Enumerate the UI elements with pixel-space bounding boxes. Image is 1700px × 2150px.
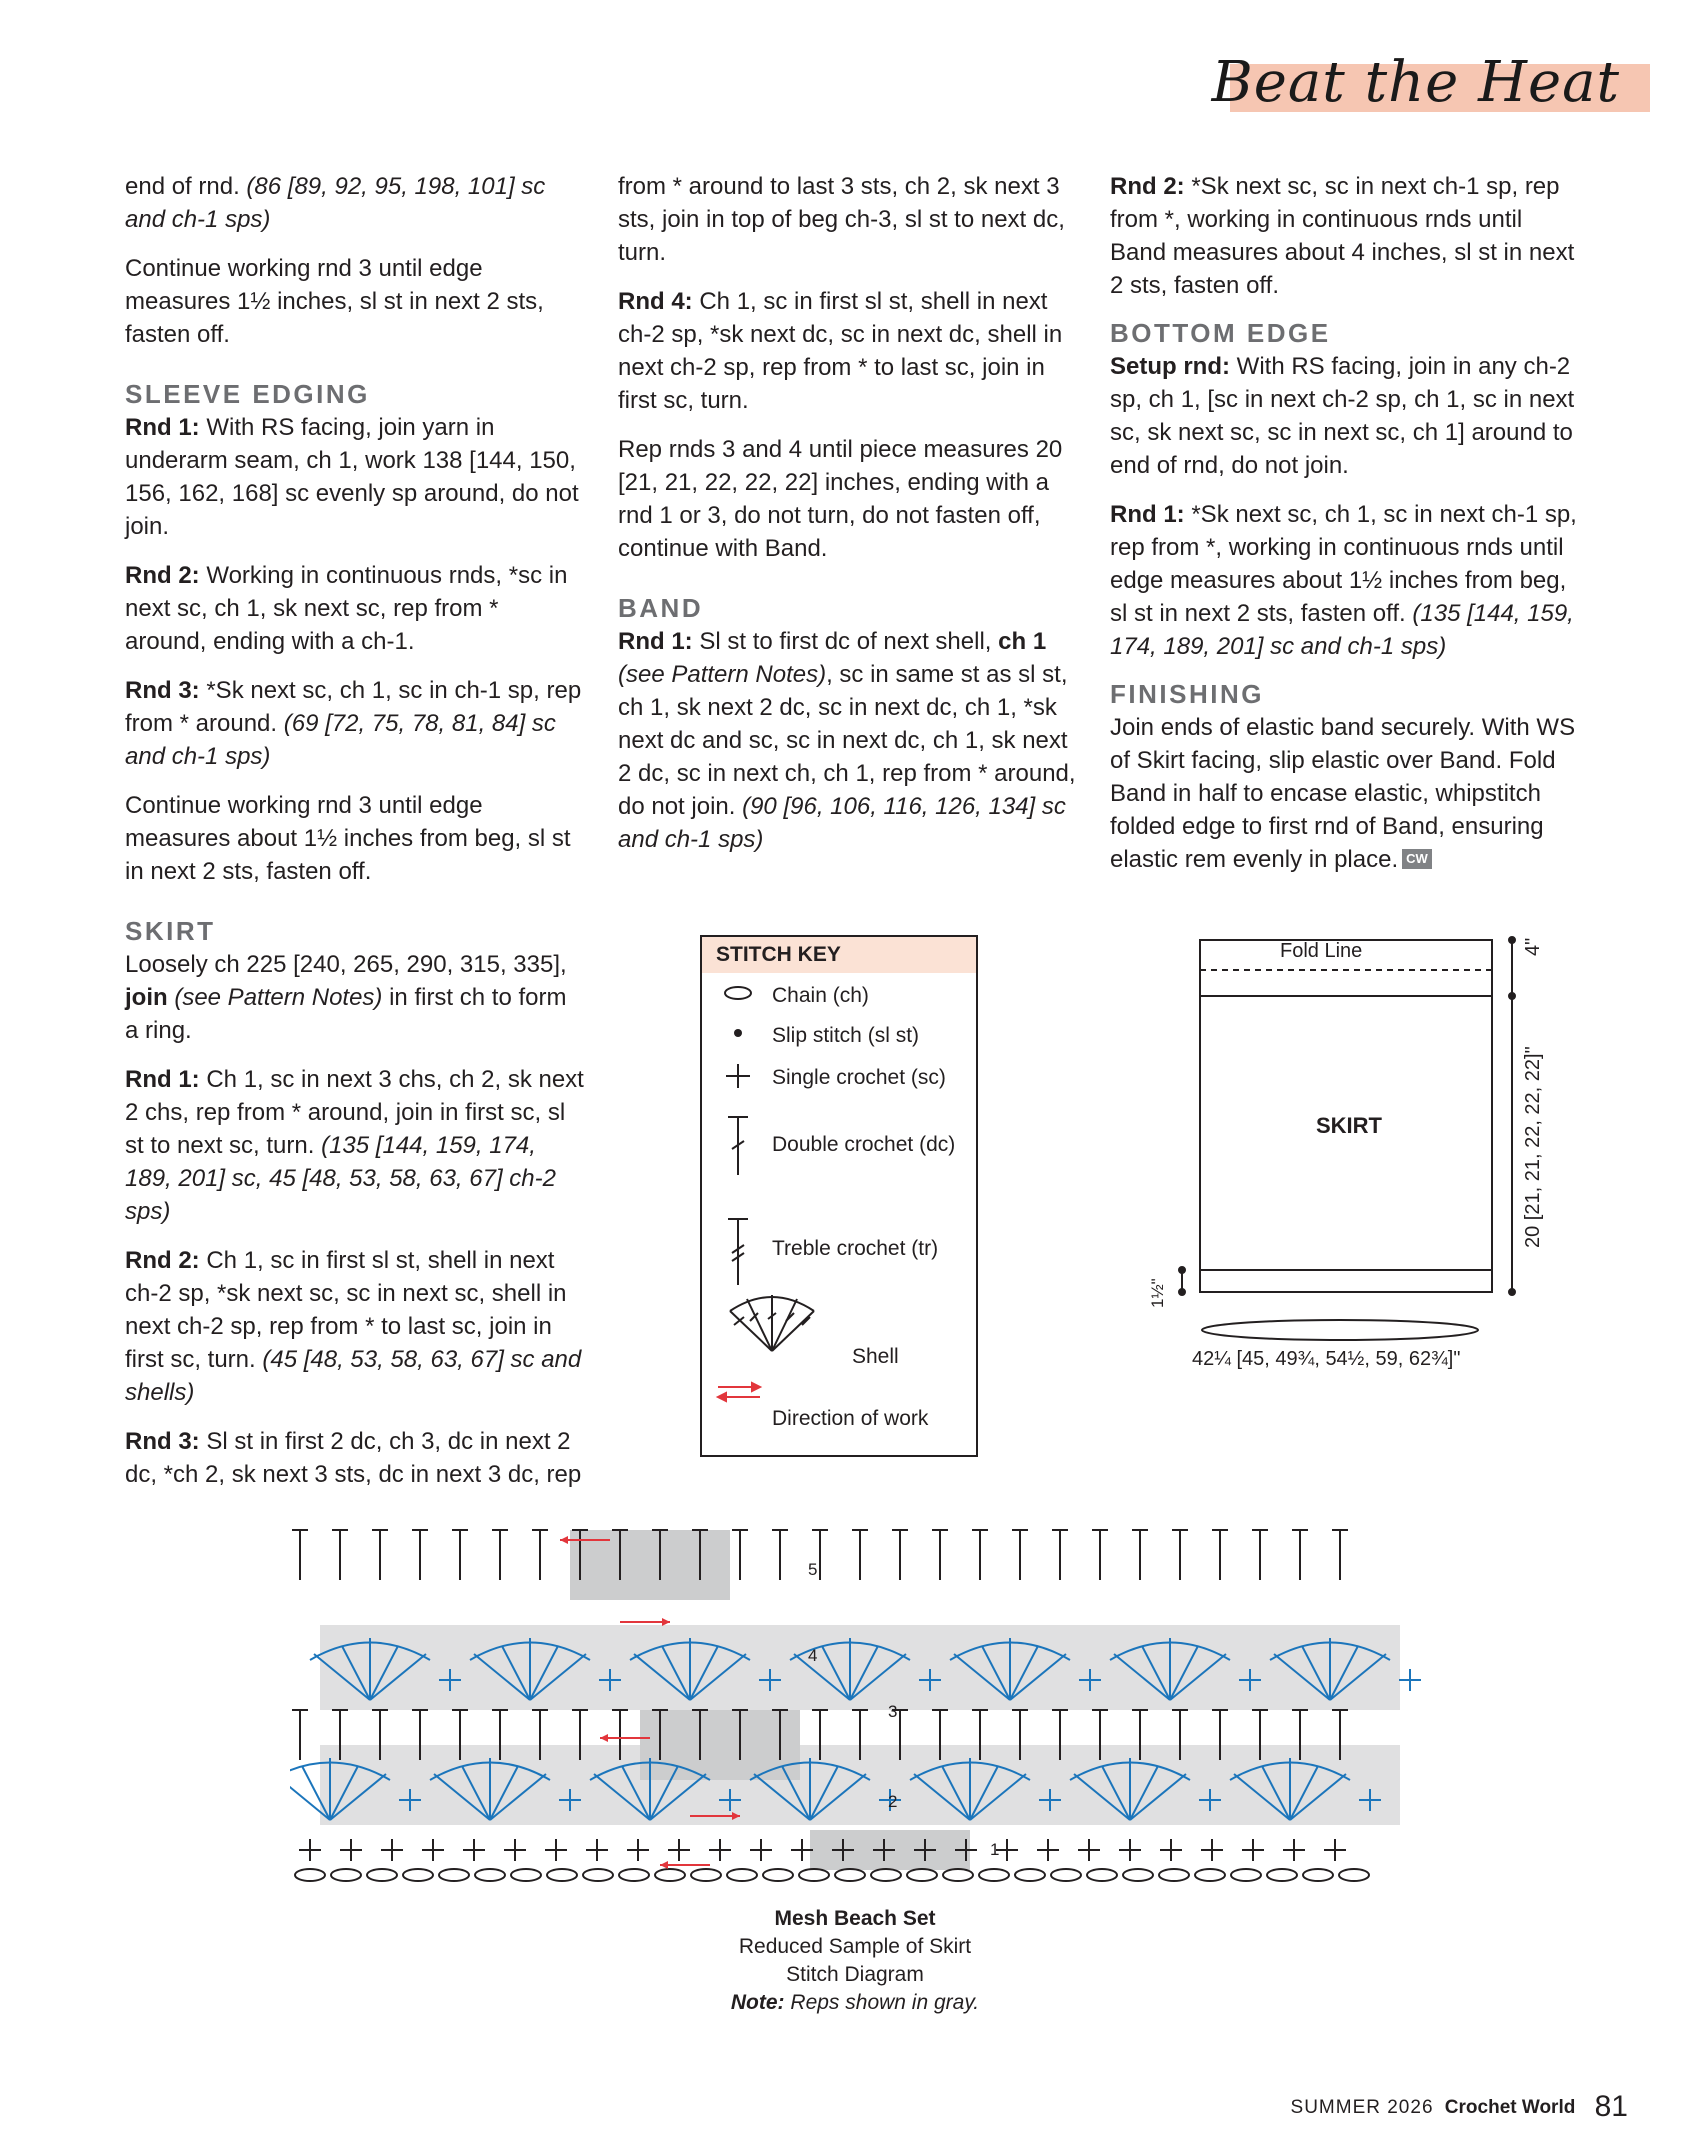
key-label-single-crochet: Single crochet (sc) (772, 1066, 946, 1089)
chain-stitch (1231, 1869, 1261, 1881)
paragraph: end of rnd. (86 [89, 92, 95, 198, 101] sc and ch-1 sps) (125, 173, 546, 233)
paragraph: Join ends of elastic band securely. With WS of Skirt facing, slip elastic over Band. Fold Band in half to encase elastic, whipstitch folded edge to first rnd of Band, ensuring elastic rem evenly in place. CW (1110, 714, 1576, 873)
edge-dimension (1179, 1267, 1185, 1295)
chain-stitch (1123, 1869, 1153, 1881)
single-crochet-symbol-icon (726, 1064, 750, 1088)
repeat-band (320, 1625, 1400, 1710)
page-footer (1291, 2090, 1628, 2124)
header-banner (1211, 50, 1650, 115)
key-label-treble-crochet: Treble crochet (tr) (772, 1237, 939, 1260)
chain-stitch (1339, 1869, 1369, 1881)
chain-stitch (871, 1869, 901, 1881)
chain-stitch (1267, 1869, 1297, 1881)
chain-stitch (403, 1869, 433, 1881)
row-number: 5 (808, 1560, 818, 1579)
skirt-label: SKIRT (1316, 1113, 1382, 1138)
instruction: Rnd 4: Ch 1, sc in first sl st, shell in next ch-2 sp, *sk next dc, sc in next dc, shell in next ch-2 sp, rep from * to last sc, join in first sc, turn. (618, 288, 1063, 414)
chain-stitch (1195, 1869, 1225, 1881)
direction-arrow (662, 1618, 670, 1626)
treble-crochet-symbol-icon (728, 1219, 748, 1285)
chain-stitch (619, 1869, 649, 1881)
chain-stitch (583, 1869, 613, 1881)
paragraph: Continue working rnd 3 until edge measures about 1½ inches from beg, sl st in next 2 sts, fasten off. (125, 792, 571, 885)
direction-arrow (600, 1734, 608, 1742)
caption-note: Note: Reps shown in gray. (730, 1991, 980, 2014)
text-column-3 (1110, 170, 1580, 892)
chain-symbol-icon (725, 987, 751, 999)
band-dimension (1509, 937, 1515, 999)
chain-stitch (1303, 1869, 1333, 1881)
double-crochet-symbol-icon (728, 1117, 748, 1175)
body-dimension (1509, 996, 1515, 1295)
chain-stitch (727, 1869, 757, 1881)
caption-line: Reduced Sample of Skirt (738, 1935, 972, 1958)
row-number: 2 (888, 1792, 898, 1811)
section-heading: SLEEVE EDGING (125, 379, 370, 409)
key-label-double-crochet: Double crochet (dc) (772, 1133, 956, 1156)
instruction: Rnd 1: Ch 1, sc in next 3 chs, ch 2, sk next 2 chs, rep from * around, join in first sc, sl st to next sc, turn. (135 [144, 159, 174, 189, 201] sc, 45 [48, 53, 58, 63, 67] ch-2 sps) (125, 1066, 584, 1225)
caption-title: Mesh Beach Set (774, 1907, 936, 1930)
chain-stitch (979, 1869, 1009, 1881)
row-number: 3 (888, 1702, 898, 1721)
stitch-key-title: STITCH KEY (702, 937, 976, 973)
instruction: Rnd 2: *Sk next sc, sc in next ch-1 sp, rep from *, working in continuous rnds until Band measures about 4 inches, sl st in next 2 sts, fasten off. (1110, 173, 1575, 299)
body-height-label: 20 [21, 21, 22, 22, 22]" (1522, 1046, 1544, 1248)
chain-stitch (511, 1869, 541, 1881)
instruction: Loosely ch 225 [240, 265, 290, 315, 335], join (see Pattern Notes) in first ch to form a ring. (125, 951, 567, 1044)
schematic-drawing (1130, 930, 1570, 1380)
instruction: Rnd 1: *Sk next sc, ch 1, sc in next ch-1 sp, rep from *, working in continuous rnds until edge measures about 1½ inches from beg, sl st in next 2 sts, fasten off. (135 [144, 159, 174, 189, 201] sc and ch-1 sps) (1110, 501, 1577, 660)
skirt-schematic (1130, 930, 1570, 1385)
banner-title: Beat the Heat (1211, 50, 1620, 115)
caption-line: Stitch Diagram (786, 1963, 924, 1986)
instruction: Rnd 2: Ch 1, sc in first sl st, shell in next ch-2 sp, *sk next sc, sc in next sc, shell in next ch-2 sp, rep from * to last sc, join in first sc, turn. (45 [48, 53, 58, 63, 67] sc and shells) (125, 1247, 582, 1406)
chain-stitch (907, 1869, 937, 1881)
instruction: Rnd 3: Sl st in first 2 dc, ch 3, dc in next 2 dc, *ch 2, sk next 3 sts, dc in next 3 dc, rep (125, 1428, 582, 1488)
chain-stitch (763, 1869, 793, 1881)
chain-stitch (1087, 1869, 1117, 1881)
direction-arrow (560, 1536, 568, 1544)
direction-arrows-icon (718, 1383, 760, 1401)
chain-stitch (799, 1869, 829, 1881)
direction-arrow (660, 1861, 668, 1869)
circumference-ellipse (1202, 1320, 1478, 1340)
page-number: 81 (1594, 2090, 1628, 2123)
shell-symbol-icon (730, 1295, 814, 1351)
paragraph: from * around to last 3 sts, ch 2, sk next 3 sts, join in top of beg ch-3, sl st to next dc, turn. (618, 173, 1065, 266)
instruction: Rnd 1: Sl st to first dc of next shell, ch 1 (see Pattern Notes), sc in same st as sl st, ch 1, sk next 2 dc, sc in next dc, ch 1, *sk next dc and sc, sc in next dc, ch 1, sk next 2 dc, sc in next ch, ch 1, rep from * around, do not join. (90 [96, 106, 116, 126, 134] sc and ch-1 sps) (618, 628, 1076, 853)
key-label-chain: Chain (ch) (772, 984, 869, 1007)
chain-stitch (1015, 1869, 1045, 1881)
chain-stitch (331, 1869, 361, 1881)
instruction: Setup rnd: With RS facing, join in any ch-2 sp, ch 1, [sc in next ch-2 sp, ch 1, sc in next sc, sk next sc, sc in next sc, ch 1] around to end of rnd, do not join. (1110, 353, 1575, 479)
paragraph: Continue working rnd 3 until edge measures 1½ inches, sl st in next 2 sts, fasten off. (125, 255, 544, 348)
section-heading: BAND (618, 593, 704, 623)
repeat-highlight (640, 1710, 800, 1780)
paragraph: Rep rnds 3 and 4 until piece measures 20 [21, 21, 22, 22, 22] inches, ending with a rnd 1 or 3, do not turn, do not fasten off, continue with Band. (618, 436, 1063, 562)
instruction: Rnd 1: With RS facing, join yarn in underarm seam, ch 1, work 138 [144, 150, 156, 162, 168] sc evenly sp around, do not join. (125, 414, 579, 540)
chain-stitch (943, 1869, 973, 1881)
key-label-direction: Direction of work (772, 1407, 929, 1430)
band-height-label: 4" (1522, 937, 1544, 956)
section-heading: FINISHING (1110, 679, 1264, 709)
section-heading: SKIRT (125, 916, 216, 946)
footer-season: SUMMER 2026 (1290, 2097, 1434, 2118)
key-label-shell: Shell (852, 1345, 899, 1368)
instruction: Rnd 2: Working in continuous rnds, *sc in next sc, ch 1, sk next sc, rep from * around, ending with a ch-1. (125, 562, 568, 655)
chain-stitch (655, 1869, 685, 1881)
footer-magazine: Crochet World (1444, 2097, 1576, 2118)
text-column-2 (618, 170, 1078, 872)
chain-stitch (367, 1869, 397, 1881)
diagram-caption (680, 1905, 1030, 2017)
key-label-slip-stitch: Slip stitch (sl st) (772, 1024, 920, 1047)
slip-stitch-symbol-icon (734, 1029, 742, 1037)
stitch-key (700, 935, 978, 1457)
chain-stitch (691, 1869, 721, 1881)
row-number: 4 (808, 1646, 818, 1665)
chain-stitch (1051, 1869, 1081, 1881)
chain-stitch (835, 1869, 865, 1881)
chain-stitch (475, 1869, 505, 1881)
stitch-diagram (290, 1520, 1430, 1900)
text-column-1 (125, 170, 585, 1507)
chain-stitch (295, 1869, 325, 1881)
cw-end-badge: CW (1402, 849, 1432, 869)
section-heading: BOTTOM EDGE (1110, 318, 1331, 348)
chain-stitch (439, 1869, 469, 1881)
chain-stitch (1159, 1869, 1189, 1881)
row-number: 1 (990, 1840, 1000, 1859)
chain-stitch (547, 1869, 577, 1881)
instruction: Rnd 3: *Sk next sc, ch 1, sc in ch-1 sp, rep from * around. (69 [72, 75, 78, 81, 84] sc and ch-1 sps) (125, 677, 582, 770)
circumference-label: 42¼ [45, 49¾, 54½, 59, 62¾]" (1192, 1348, 1461, 1370)
edge-height-label: 1½" (1148, 1278, 1167, 1308)
fold-line-label: Fold Line (1280, 940, 1363, 962)
